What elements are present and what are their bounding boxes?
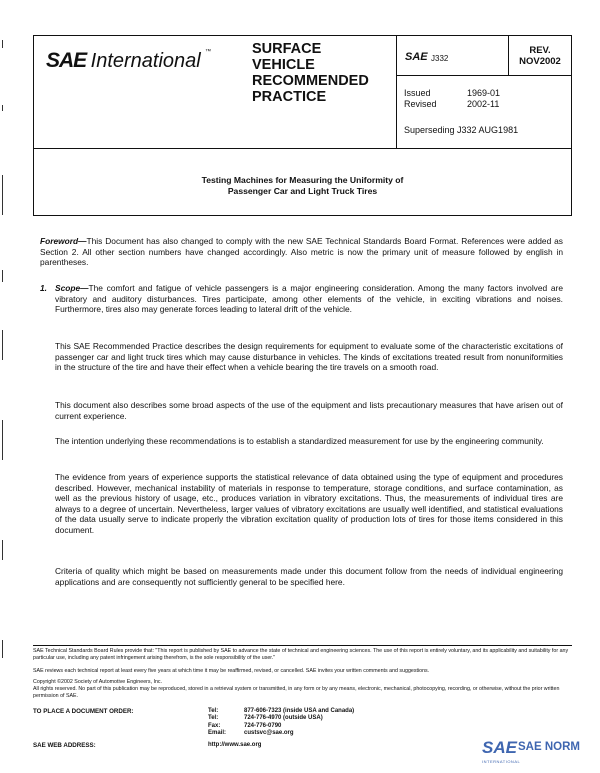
section-1-dash: — <box>80 283 89 293</box>
watermark-norm-text: SAE NORM <box>518 741 580 753</box>
doc-type-line: PRACTICE <box>252 89 327 105</box>
title-line-2: Passenger Car and Light Truck Tires <box>227 185 378 196</box>
margin-mark <box>2 175 3 215</box>
contact-value: 724-776-4970 (outside USA) <box>244 715 323 722</box>
doc-type-line: VEHICLE <box>252 57 315 73</box>
superseding: Superseding J332 AUG1981 <box>404 125 519 135</box>
issued-row <box>404 88 564 98</box>
margin-mark <box>2 105 3 111</box>
doc-type-line: RECOMMENDED <box>252 73 369 89</box>
contact-value: 877-606-7323 (inside USA and Canada) <box>244 708 355 714</box>
header-right-panel <box>397 36 571 148</box>
contact-label: Email: <box>208 730 227 737</box>
rev-cell <box>509 36 571 76</box>
section-1-p6: Criteria of quality which might be based on measurements made under this document follow from the needs of individual engineering applications and are consequently not sufficiently general to be specified here. <box>55 566 563 587</box>
doc-type-line: SURFACE <box>252 41 322 57</box>
web-value[interactable]: http://www.sae.org <box>208 742 262 748</box>
section-1-p1 <box>55 283 563 315</box>
footer-rule <box>33 645 572 646</box>
issued-value: 1969-01 <box>467 88 501 98</box>
contact-value[interactable]: custsvc@sae.org <box>244 730 294 737</box>
section-1-number: 1. <box>40 283 47 293</box>
contact-label: Tel: <box>208 715 219 722</box>
margin-mark <box>2 640 3 658</box>
code-number: J332 <box>431 54 449 63</box>
section-1-heading: Scope <box>55 283 81 293</box>
logo-sae: SAE <box>46 49 87 72</box>
contact-value: 724-776-0790 <box>244 722 282 729</box>
header-box <box>33 35 572 149</box>
code-sae: SAE <box>405 51 428 63</box>
contact-row <box>208 715 354 722</box>
section-1-p4: The intention underlying these recommendations is to establish a standardized measurement for use by the engineering community. <box>55 436 544 446</box>
contact-row <box>208 730 354 737</box>
foreword-dash: — <box>78 236 87 246</box>
section-1-p1-text: The comfort and fatigue of vehicle passengers is a major engineering consideration. Among the many factors involved are vibratory and auditory disturbances. Tires participate, among other elements of the vehicle, in exciting vibrations and noises. Furthermore, tires also may generate forces leading to lateral drift of the vehicle. <box>55 283 563 315</box>
logo-tm: ™ <box>205 49 212 55</box>
logo-international: International <box>90 50 201 72</box>
margin-mark <box>2 330 3 360</box>
rev-label: REV. <box>529 45 551 56</box>
revised-value: 2002-11 <box>467 99 500 109</box>
margin-mark <box>2 40 3 48</box>
title-line-1: Testing Machines for Measuring the Uniformity of <box>201 175 404 185</box>
contact-row <box>208 708 354 715</box>
issued-label: Issued <box>404 88 431 98</box>
title-box <box>33 148 572 216</box>
section-1-p3: This document also describes some broad aspects of the use of the equipment and lists precautionary measures that have arisen out of current experience. <box>55 400 563 421</box>
revised-row <box>404 99 564 109</box>
contact-row <box>208 723 354 730</box>
section-1-p2: This SAE Recommended Practice describes the design requirements for equipment to evaluate some of the characteristic excitations of passenger car and light truck tires which may cause disturbance in vehicles. The kinds of excitations treated result from nonuniformities in the structure of the tire and have their effect when a vehicle bearing the tire travels on a smooth road. <box>55 341 563 373</box>
revised-label: Revised <box>404 99 437 109</box>
margin-mark <box>2 270 3 282</box>
section-1-p5: The evidence from years of experience supports the statistical relevance of data obtained using the type of equipment and procedures described. However, mechanical instability of materials in response to temperature, storage conditions, and surface contamination, as well as the previous history of usage, etc., produces variation in vibratory excitations. Thus, the measurements of individual tires are always to a degree of uncertain. Nevertheless, larger values of vibratory excitations are usually well identified, and statistical evaluations of the data usually serve to indicate properly the vibration excitation quality of production lots of tires for those items considered in this document. <box>55 472 563 535</box>
sae-logo <box>46 49 211 73</box>
foreword-label: Foreword <box>40 236 79 246</box>
order-label: TO PLACE A DOCUMENT ORDER: <box>33 708 134 715</box>
footer-copyright: Copyright ©2002 Society of Automotive Engineers, Inc. <box>33 679 163 685</box>
web-label: SAE WEB ADDRESS: <box>33 742 96 749</box>
watermark-sub-text: INTERNATIONAL <box>482 759 521 764</box>
watermark-sae-mark: SAE <box>482 738 517 757</box>
footer-rights: All rights reserved. No part of this publication may be reproduced, stored in a retrieval system or transmitted, in any form or by any means, electronic, mechanical, photocopying, recording, or otherwise, without the prior written permission of SAE. <box>33 686 560 699</box>
foreword-text: This Document has also changed to comply with the new SAE Technical Standards Board Format. References were added as Section 2. All other section numbers have changed accordingly. Also metric is now the primary unit of measure followed by english in parentheses. <box>40 236 563 268</box>
margin-mark <box>2 420 3 460</box>
sae-norm-watermark <box>482 738 596 768</box>
document-type <box>252 41 369 105</box>
code-cell <box>397 36 509 76</box>
order-contacts <box>208 708 354 738</box>
footer-note-1: SAE Technical Standards Board Rules provide that: "This report is published by SAE to advance the state of technical and engineering sciences. The use of this report is entirely voluntary, and its applicability and suitability for any particular use, including any patent infringement arising therefrom, is the sole responsibility of the user." <box>33 648 569 661</box>
contact-label: Fax: <box>208 722 221 729</box>
footer-note-2: SAE reviews each technical report at least every five years at which time it may be reaffirmed, revised, or cancelled. SAE invites your written comments and suggestions. <box>33 668 430 674</box>
rev-value: NOV2002 <box>519 56 561 67</box>
contact-label: Tel: <box>208 708 219 714</box>
foreword <box>40 236 563 268</box>
margin-mark <box>2 540 3 560</box>
